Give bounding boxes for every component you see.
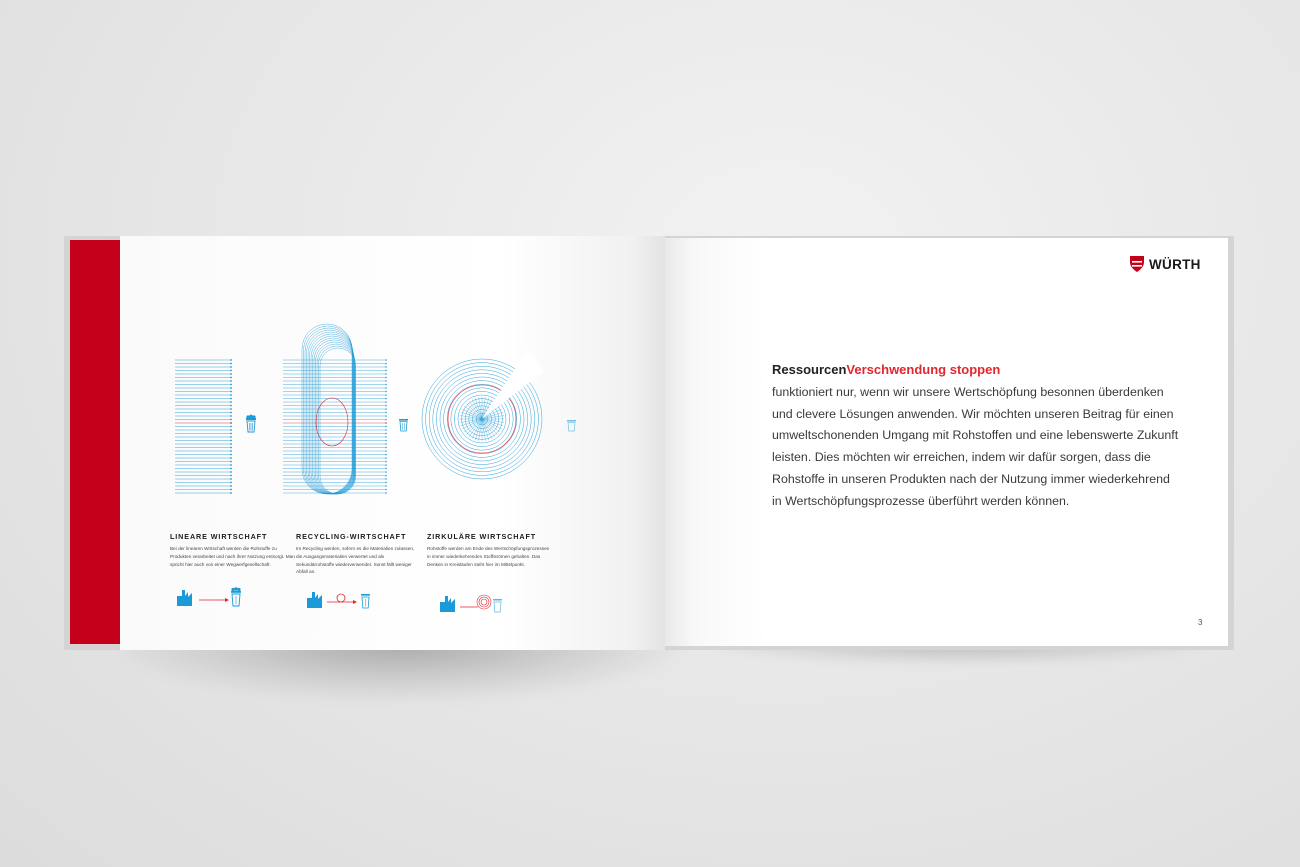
linear-flow-arrowhead bbox=[230, 447, 232, 449]
recycling-flow-arrowhead bbox=[385, 464, 387, 466]
recycling-flow-arrowhead bbox=[385, 377, 387, 379]
linear-flow-arrowhead bbox=[230, 436, 232, 438]
linear-flow-arrowhead bbox=[230, 380, 232, 382]
red-cover-edge bbox=[70, 240, 120, 644]
linear-flow-arrowhead bbox=[230, 429, 232, 431]
circular-text: Rohstoffe werden am Ende des Wertschöpfungsprozesses in immer wiederkehrenden Stoffströmen gehalten. Das Denken in Kreisläufen steht hier im Mittelpunkt. bbox=[427, 546, 550, 567]
recycling-flow-arrowhead bbox=[385, 391, 387, 393]
circular-economy-graphic bbox=[422, 349, 544, 479]
circular-spoke bbox=[482, 419, 498, 435]
recycling-flow-arrowhead bbox=[385, 422, 387, 424]
linear-flow-arrowhead bbox=[230, 440, 232, 442]
circular-spoke bbox=[469, 419, 482, 437]
recycling-flow-arrowhead bbox=[385, 429, 387, 431]
linear-flow-arrowhead bbox=[230, 471, 232, 473]
circular-spoke bbox=[482, 419, 500, 432]
linear-flow-arrowhead bbox=[230, 482, 232, 484]
linear-flow-arrowhead bbox=[230, 405, 232, 407]
linear-title: LINEARE WIRTSCHAFT bbox=[170, 532, 268, 541]
recycling-flow-arrowhead bbox=[385, 401, 387, 403]
recycling-flow-arrowhead bbox=[385, 419, 387, 421]
factory-icon bbox=[177, 590, 192, 606]
recycling-loop bbox=[307, 330, 353, 494]
circular-spoke bbox=[469, 401, 482, 419]
circular-spoke bbox=[464, 419, 482, 432]
linear-flow-arrowhead bbox=[230, 433, 232, 435]
linear-flow-arrowhead bbox=[230, 443, 232, 445]
trash-bin-icon bbox=[246, 415, 256, 432]
recycling-flow-arrowhead bbox=[385, 436, 387, 438]
recycling-flow-arrowhead bbox=[385, 443, 387, 445]
recycling-flow-arrowhead bbox=[385, 384, 387, 386]
trash-bin-icon bbox=[567, 420, 576, 431]
linear-flow-arrowhead bbox=[230, 377, 232, 379]
linear-flow-arrowhead bbox=[230, 387, 232, 389]
circular-spoke bbox=[466, 403, 482, 419]
recycling-loop bbox=[317, 344, 355, 494]
recycling-flow-arrowhead bbox=[385, 363, 387, 365]
linear-flow-arrowhead bbox=[230, 422, 232, 424]
recycling-economy-graphic bbox=[283, 324, 387, 494]
recycling-loop bbox=[305, 328, 353, 494]
recycling-flow-arrowhead bbox=[385, 468, 387, 470]
linear-flow-arrowhead bbox=[230, 363, 232, 365]
economy-diagrams bbox=[120, 236, 665, 650]
recycling-flow-arrowhead bbox=[385, 489, 387, 491]
loop-icon bbox=[337, 594, 345, 602]
linear-flow-arrowhead bbox=[230, 492, 232, 494]
recycling-flow-arrowhead bbox=[385, 366, 387, 368]
body-text: funktioniert nur, wenn wir unsere Wertschöpfung besonnen überdenken und clevere Lösungen anwenden. Wir möchten unseren Beitrag für einen umweltschonenden Umgang mit Rohstoffen und eine lebenswerte Zukunft leisten. Dies möchten wir erreichen, indem wir dafür sorgen, dass die Rohstoffe in unseren Produkten nach der Nutzung immer wiederkehrend in Wertschöpfungsprozesse überführt werden können. bbox=[772, 385, 1179, 508]
recycling-flow-arrowhead bbox=[385, 440, 387, 442]
recycling-flow-arrowhead bbox=[385, 387, 387, 389]
linear-economy-graphic bbox=[175, 359, 232, 494]
linear-flow-arrowhead bbox=[230, 461, 232, 463]
circular-flow-icons bbox=[440, 595, 502, 612]
linear-flow-arrowhead bbox=[230, 412, 232, 414]
recycling-flow-arrowhead bbox=[385, 373, 387, 375]
linear-flow-arrowhead bbox=[230, 391, 232, 393]
linear-flow-arrowhead bbox=[230, 398, 232, 400]
page-number: 3 bbox=[1198, 618, 1203, 627]
recycling-flow-arrowhead bbox=[385, 447, 387, 449]
linear-text: Bei der linearen Wirtschaft werden die Rohstoffe zu Produkten verarbeitet und nach ihrer Nutzung entsorgt. Man spricht hier auch von einer Wegwerfgesellschaft. bbox=[170, 546, 295, 567]
recycling-flow-arrowhead bbox=[385, 359, 387, 361]
linear-flow-arrowhead bbox=[230, 408, 232, 410]
linear-flow-arrowhead bbox=[230, 450, 232, 452]
factory-icon bbox=[440, 596, 455, 612]
circular-spoke bbox=[482, 419, 495, 437]
linear-flow-arrowhead bbox=[230, 454, 232, 456]
recycling-flow-arrowhead bbox=[385, 454, 387, 456]
linear-flow-arrowhead bbox=[230, 359, 232, 361]
recycling-flow-icons bbox=[307, 592, 370, 608]
recycling-flow-arrowhead bbox=[385, 433, 387, 435]
brand-name: WÜRTH bbox=[1149, 256, 1201, 272]
recycling-flow-arrowhead bbox=[385, 380, 387, 382]
recycling-flow-arrowhead bbox=[385, 398, 387, 400]
trash-bin-icon bbox=[493, 599, 502, 612]
linear-flow-arrowhead bbox=[230, 475, 232, 477]
recycling-flow-arrowhead bbox=[385, 405, 387, 407]
wurth-logo-icon bbox=[1130, 256, 1144, 272]
recycling-title: RECYCLING-WIRTSCHAFT bbox=[296, 532, 407, 541]
recycling-flow-arrowhead bbox=[385, 415, 387, 417]
linear-flow-arrowhead bbox=[230, 485, 232, 487]
recycling-flow-arrowhead bbox=[385, 370, 387, 372]
wurth-logo bbox=[1130, 256, 1201, 272]
recycling-flow-arrowhead bbox=[385, 475, 387, 477]
linear-flow-arrowhead bbox=[230, 426, 232, 428]
linear-flow-icons bbox=[177, 587, 241, 606]
linear-flow-arrowhead bbox=[230, 464, 232, 466]
circular-spoke bbox=[466, 419, 482, 435]
recycling-loop bbox=[319, 346, 356, 494]
headline bbox=[772, 362, 1000, 377]
circular-title: ZIRKULÄRE WIRTSCHAFT bbox=[427, 532, 537, 541]
linear-flow-arrowhead bbox=[230, 468, 232, 470]
trash-bin-icon bbox=[361, 594, 370, 608]
recycling-flow-arrowhead bbox=[385, 457, 387, 459]
linear-flow-arrowhead bbox=[230, 370, 232, 372]
recycling-flow-arrowhead bbox=[385, 450, 387, 452]
headline-plain: Ressourcen bbox=[772, 362, 847, 377]
recycling-flow-arrowhead bbox=[385, 412, 387, 414]
linear-flow-arrowhead bbox=[230, 373, 232, 375]
recycling-loop bbox=[308, 332, 353, 494]
linear-flow-arrowhead bbox=[230, 384, 232, 386]
recycling-loop bbox=[316, 342, 355, 494]
circular-spoke bbox=[464, 406, 482, 419]
linear-flow-arrowhead bbox=[230, 401, 232, 403]
recycling-flow-arrowhead bbox=[385, 426, 387, 428]
recycling-flow-arrowhead bbox=[385, 408, 387, 410]
recycling-loop-highlight bbox=[316, 398, 348, 446]
linear-flow-arrowhead bbox=[230, 457, 232, 459]
recycling-flow-arrowhead bbox=[385, 394, 387, 396]
trash-bin-icon bbox=[231, 587, 241, 606]
recycling-flow-arrowhead bbox=[385, 492, 387, 494]
linear-flow-arrowhead bbox=[230, 419, 232, 421]
linear-flow-arrowhead bbox=[230, 394, 232, 396]
trash-bin-icon bbox=[399, 419, 408, 431]
recycling-flow-arrowhead bbox=[385, 482, 387, 484]
recycling-flow-arrowhead bbox=[385, 471, 387, 473]
headline-accent: Verschwendung stoppen bbox=[846, 362, 1001, 377]
recycling-flow-arrowhead bbox=[385, 478, 387, 480]
recycling-flow-arrowhead bbox=[385, 461, 387, 463]
linear-flow-arrowhead bbox=[230, 478, 232, 480]
linear-flow-arrowhead bbox=[230, 489, 232, 491]
recycling-text: Im Recycling werden, sofern es die Materialien zulassen, die Ausgangsmaterialien verwertet und als Sekundärrohstoffe wiederverwendet. Sonst fällt weniger Abfall an. bbox=[296, 546, 415, 575]
recycling-flow-arrowhead bbox=[385, 485, 387, 487]
linear-flow-arrowhead bbox=[230, 415, 232, 417]
factory-icon bbox=[307, 592, 322, 608]
loop-icon bbox=[477, 595, 491, 609]
linear-flow-arrowhead bbox=[230, 366, 232, 368]
